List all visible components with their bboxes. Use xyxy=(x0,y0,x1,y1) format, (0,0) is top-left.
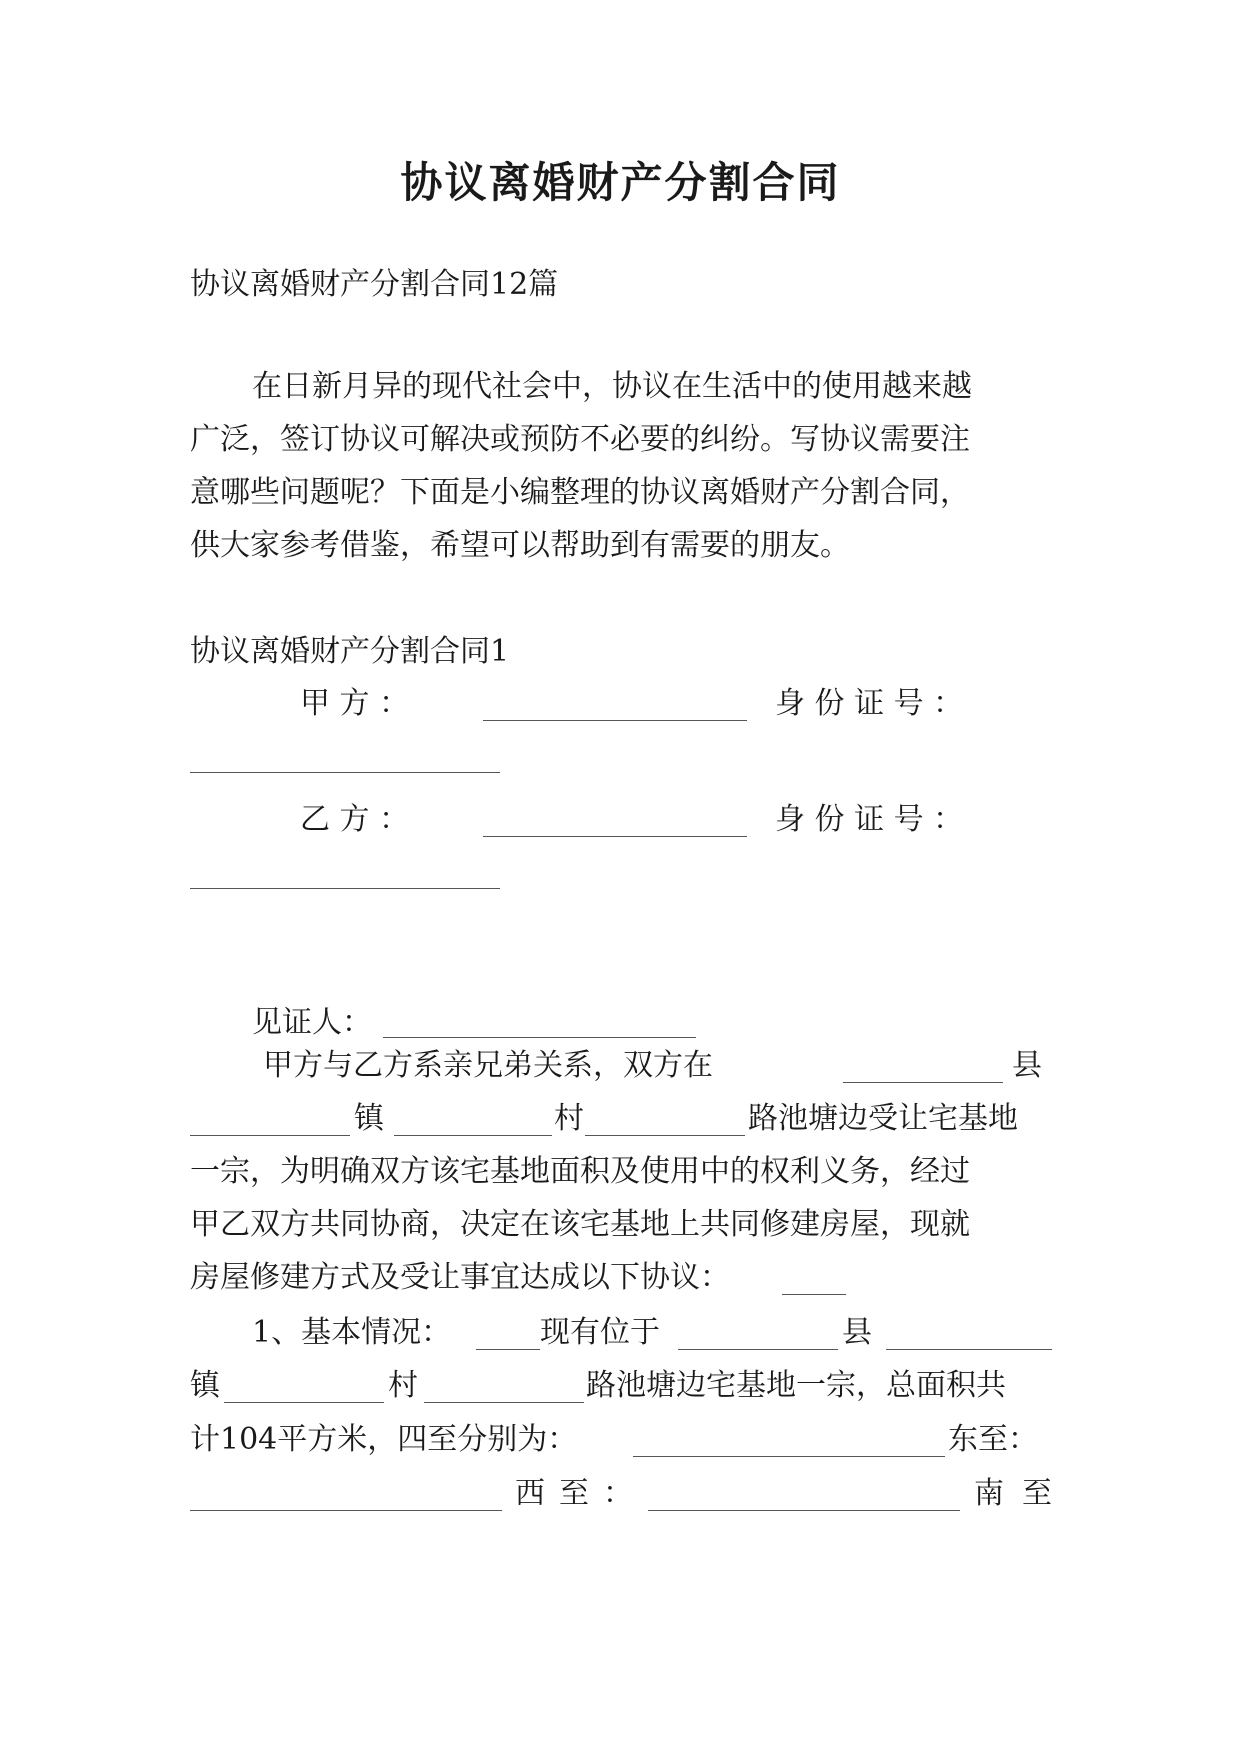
county-blank xyxy=(843,1052,1003,1083)
body-line-5: 房屋修建方式及受让事宜达成以下协议： xyxy=(190,1260,730,1295)
intro-line-4: 供大家参考借鉴，希望可以帮助到有需要的朋友。 xyxy=(190,528,850,563)
intro-line-2: 广泛，签订协议可解决或预防不必要的纠纷。写协议需要注 xyxy=(190,422,970,457)
body-line-1a: 甲方与乙方系亲兄弟关系，双方在 xyxy=(263,1048,713,1083)
east-boundary-blank xyxy=(633,1426,945,1457)
body-line-2b: 村 xyxy=(554,1101,584,1136)
road-blank-2 xyxy=(424,1372,584,1403)
town-blank xyxy=(190,1105,350,1136)
party-a-id-label: 身 份 证 号 ： xyxy=(775,686,964,721)
village-blank-2 xyxy=(224,1372,384,1403)
intro-line-3: 意哪些问题呢？下面是小编整理的协议离婚财产分割合同， xyxy=(190,475,970,510)
town-blank-2 xyxy=(886,1319,1052,1350)
party-a-id-blank xyxy=(190,742,500,773)
body-line-1b: 县 xyxy=(1012,1048,1042,1083)
section-heading: 协议离婚财产分割合同1 xyxy=(190,634,510,669)
party-b-id-blank xyxy=(190,858,500,889)
west-value-blank xyxy=(648,1480,960,1511)
body-line-6b: 现有位于 xyxy=(540,1315,660,1350)
document-title: 协议离婚财产分割合同 xyxy=(400,158,841,207)
body-line-9a: 西至： xyxy=(515,1476,633,1511)
body-line-7a: 镇 xyxy=(190,1368,220,1403)
body-line-6c: 县 xyxy=(842,1315,872,1350)
road-blank xyxy=(585,1105,745,1136)
body-line-3: 一宗，为明确双方该宅基地面积及使用中的权利义务，经过 xyxy=(190,1154,970,1189)
body-line-7b: 村 xyxy=(388,1368,418,1403)
document-subtitle: 协议离婚财产分割合同12篇 xyxy=(190,267,559,302)
body-line-9b: 南至 xyxy=(974,1476,1052,1511)
body-line-8a: 计104平方米，四至分别为： xyxy=(190,1422,578,1457)
body-line-4: 甲乙双方共同协商，决定在该宅基地上共同修建房屋，现就 xyxy=(190,1207,970,1242)
body-line-7c: 路池塘边宅基地一宗，总面积共 xyxy=(586,1368,1006,1403)
county-blank-2 xyxy=(678,1319,838,1350)
intro-line-1: 在日新月异的现代社会中，协议在生活中的使用越来越 xyxy=(252,369,972,404)
party-b-name-blank xyxy=(483,806,747,837)
body-line-2c: 路池塘边受让宅基地 xyxy=(748,1101,1018,1136)
body-line-2a: 镇 xyxy=(354,1101,384,1136)
witness-label: 见证人： xyxy=(252,1005,372,1040)
party-b-id-label: 身 份 证 号 ： xyxy=(775,802,964,837)
witness-blank xyxy=(383,1007,696,1038)
party-a-name-blank xyxy=(483,690,747,721)
situation-blank xyxy=(476,1319,540,1350)
body-line-8b: 东至： xyxy=(948,1422,1038,1457)
party-a-label: 甲 方 ： xyxy=(300,686,410,721)
east-value-blank xyxy=(190,1480,502,1511)
agreement-blank xyxy=(782,1264,846,1295)
party-b-label: 乙 方 ： xyxy=(300,802,410,837)
body-line-6a: 1、基本情况： xyxy=(252,1315,452,1350)
village-blank xyxy=(394,1105,552,1136)
